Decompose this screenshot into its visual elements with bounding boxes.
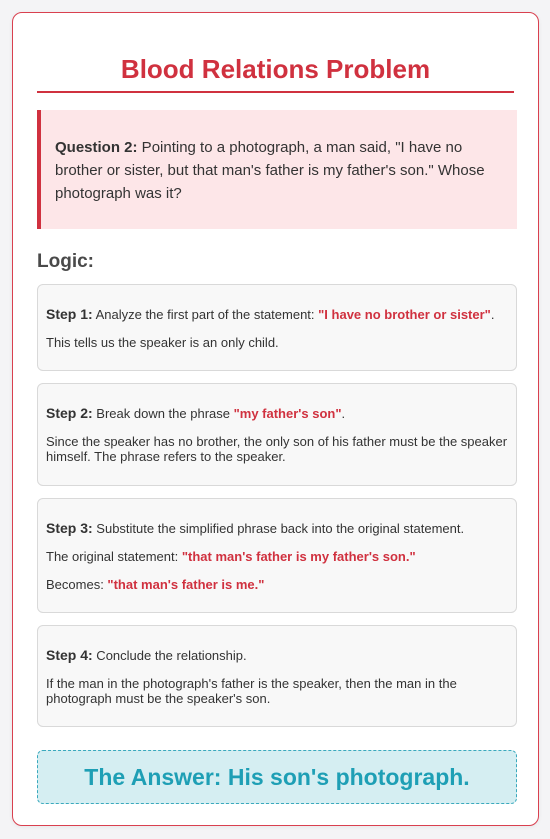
step-3-original-highlight: "that man's father is my father's son." <box>181 549 416 564</box>
step-2-intro: Break down the phrase <box>92 406 234 421</box>
step-4-card <box>37 625 517 727</box>
step-2-card <box>37 383 517 486</box>
step-3-becomes-prefix: Becomes: <box>46 577 108 592</box>
step-3-statement <box>46 521 508 536</box>
step-1-card <box>37 284 517 371</box>
step-4-intro: Conclude the relationship. <box>92 648 247 663</box>
step-2-detail: Since the speaker has no brother, the only son of his father must be the speaker himself. The phrase refers to the speaker. <box>46 434 508 464</box>
step-2-statement <box>46 406 508 421</box>
step-3-intro: Substitute the simplified phrase back into the original statement. <box>92 521 465 536</box>
step-4-detail: If the man in the photograph's father is the speaker, then the man in the photograph must be the speaker's son. <box>46 676 457 706</box>
step-1-highlight: "I have no brother or sister" <box>318 307 491 322</box>
question-box <box>37 110 517 229</box>
step-2-highlight: "my father's son" <box>233 406 342 421</box>
step-2-label: Step 2: <box>46 405 93 421</box>
step-1-detail: This tells us the speaker is an only child. <box>46 335 279 350</box>
step-3-original-prefix: The original statement: <box>46 549 182 564</box>
answer-box: The Answer: His son's photograph. <box>37 750 517 804</box>
step-4-statement <box>46 648 508 663</box>
problem-card <box>12 12 539 826</box>
step-1-statement <box>46 307 508 322</box>
step-2-end: . <box>341 406 346 421</box>
page-title: Blood Relations Problem <box>120 54 431 84</box>
logic-heading: Logic: <box>37 251 94 272</box>
step-3-label: Step 3: <box>46 520 93 536</box>
step-1-intro: Analyze the first part of the statement: <box>92 307 319 322</box>
step-1-label: Step 1: <box>46 306 93 322</box>
step-3-card <box>37 498 517 613</box>
title-divider <box>37 91 514 93</box>
step-1-end: . <box>490 307 495 322</box>
step-3-original <box>46 549 508 564</box>
question-label: Question 2: <box>55 139 138 156</box>
step-3-becomes-highlight: "that man's father is me." <box>107 577 265 592</box>
step-4-label: Step 4: <box>46 647 93 663</box>
question-text: Pointing to a photograph, a man said, "I have no brother or sister, but that man's father is my father's son." Whose photograph was it? <box>55 139 485 202</box>
step-3-becomes <box>46 577 508 592</box>
